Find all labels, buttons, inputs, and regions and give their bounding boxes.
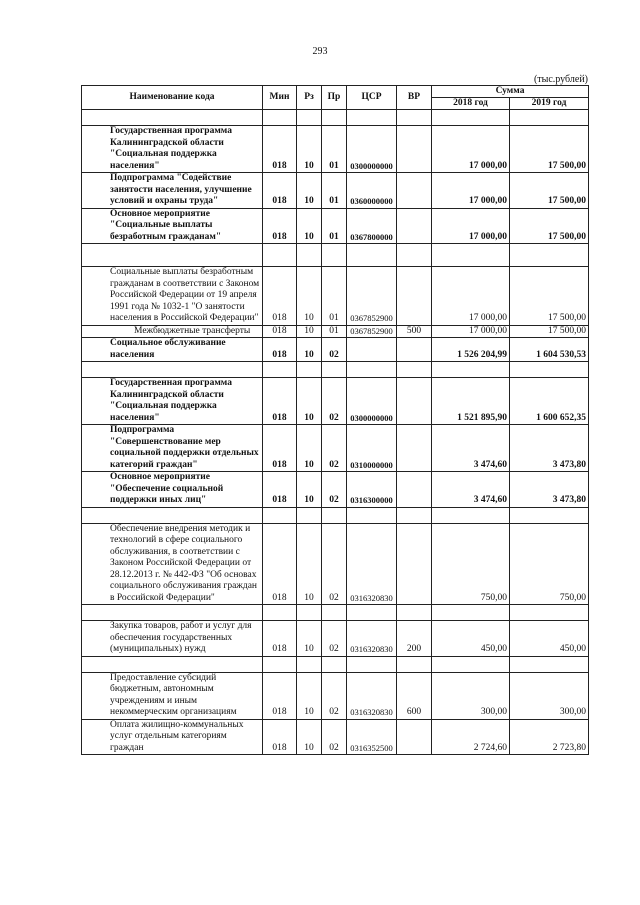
row-min: 018 bbox=[263, 173, 297, 209]
spacer-row bbox=[82, 656, 589, 672]
row-name: Государственная программа Калининградской области "Социальная поддержка населения" bbox=[110, 378, 232, 423]
row-name: Закупка товаров, работ и услуг для обеспечения государственных (муниципальных) нужд bbox=[110, 621, 252, 654]
row-sum-2019: 17 500,00 bbox=[510, 267, 589, 326]
header-pr: Пр bbox=[322, 86, 347, 110]
row-name: Подпрограмма "Совершенствование мер социальной поддержки отдельных категорий граждан" bbox=[110, 425, 259, 470]
table-row bbox=[82, 425, 589, 472]
row-pr: 02 bbox=[322, 425, 347, 472]
row-rz: 10 bbox=[297, 267, 322, 326]
table-row bbox=[82, 173, 589, 209]
row-name: Межбюджетные трансферты bbox=[134, 325, 251, 336]
row-pr: 02 bbox=[322, 621, 347, 657]
row-vr bbox=[397, 338, 432, 362]
row-pr: 02 bbox=[322, 338, 347, 362]
row-vr bbox=[397, 719, 432, 755]
row-name: Государственная программа Калининградской области "Социальная поддержка населения" bbox=[110, 126, 232, 171]
row-rz: 10 bbox=[297, 425, 322, 472]
row-rz: 10 bbox=[297, 719, 322, 755]
row-pr: 02 bbox=[322, 523, 347, 605]
spacer-row bbox=[82, 110, 589, 126]
row-csr: 0367852900 bbox=[347, 325, 397, 338]
row-name: Основное мероприятие "Обеспечение социальной поддержки иных лиц" bbox=[110, 472, 224, 505]
budget-table bbox=[81, 85, 589, 755]
row-min: 018 bbox=[263, 425, 297, 472]
header-rz: Рз bbox=[297, 86, 322, 110]
header-csr: ЦСР bbox=[347, 86, 397, 110]
row-csr: 0300000000 bbox=[347, 378, 397, 425]
row-csr: 0360000000 bbox=[347, 173, 397, 209]
row-rz: 10 bbox=[297, 208, 322, 244]
row-pr: 01 bbox=[322, 126, 347, 173]
row-name: Оплата жилищно-коммунальных услуг отдельным категориям граждан bbox=[110, 719, 244, 753]
row-csr: 0367800000 bbox=[347, 208, 397, 244]
row-rz: 10 bbox=[297, 126, 322, 173]
row-sum-2019: 3 473,80 bbox=[510, 472, 589, 508]
row-min: 018 bbox=[263, 267, 297, 326]
row-rz: 10 bbox=[297, 338, 322, 362]
row-sum-2019: 300,00 bbox=[510, 672, 589, 719]
row-sum-2018: 1 521 895,90 bbox=[432, 378, 510, 425]
row-sum-2019: 17 500,00 bbox=[510, 325, 589, 338]
spacer-row bbox=[82, 605, 589, 621]
row-vr bbox=[397, 472, 432, 508]
row-csr: 0367852900 bbox=[347, 267, 397, 326]
table-row bbox=[82, 621, 589, 657]
row-sum-2019: 1 600 652,35 bbox=[510, 378, 589, 425]
row-sum-2018: 1 526 204,99 bbox=[432, 338, 510, 362]
header-name: Наименование кода bbox=[82, 86, 263, 110]
row-sum-2018: 3 474,60 bbox=[432, 472, 510, 508]
table-row bbox=[82, 719, 589, 755]
table-row bbox=[82, 338, 589, 362]
spacer-row bbox=[82, 362, 589, 378]
table-row bbox=[82, 472, 589, 508]
row-sum-2019: 2 723,80 bbox=[510, 719, 589, 755]
row-name: Социальные выплаты безработным гражданам в соответствии с Законом Российской Федерации от 19 апреля 1991 года № 1032-1 "О занятости населения в Российской Федерации" bbox=[110, 267, 260, 323]
row-name: Подпрограмма "Содействие занятости населения, улучшение условий и охраны труда" bbox=[110, 173, 252, 206]
row-sum-2019: 1 604 530,53 bbox=[510, 338, 589, 362]
row-vr: 600 bbox=[397, 672, 432, 719]
row-rz: 10 bbox=[297, 621, 322, 657]
row-min: 018 bbox=[263, 325, 297, 338]
row-pr: 01 bbox=[322, 325, 347, 338]
row-csr: 0316352500 bbox=[347, 719, 397, 755]
row-pr: 02 bbox=[322, 472, 347, 508]
row-sum-2018: 17 000,00 bbox=[432, 173, 510, 209]
row-sum-2018: 300,00 bbox=[432, 672, 510, 719]
row-sum-2018: 17 000,00 bbox=[432, 208, 510, 244]
table-row bbox=[82, 378, 589, 425]
row-name: Социальное обслуживание населения bbox=[110, 338, 226, 360]
row-vr bbox=[397, 425, 432, 472]
row-min: 018 bbox=[263, 523, 297, 605]
row-min: 018 bbox=[263, 126, 297, 173]
header-min: Мин bbox=[263, 86, 297, 110]
row-pr: 02 bbox=[322, 378, 347, 425]
row-csr: 0316300000 bbox=[347, 472, 397, 508]
spacer-row bbox=[82, 507, 589, 523]
spacer-row bbox=[82, 244, 589, 267]
table-row bbox=[82, 325, 589, 338]
row-vr bbox=[397, 173, 432, 209]
row-min: 018 bbox=[263, 208, 297, 244]
table-row bbox=[82, 208, 589, 244]
header-2019: 2019 год bbox=[510, 98, 589, 110]
row-pr: 02 bbox=[322, 719, 347, 755]
row-name: Основное мероприятие "Социальные выплаты безработным гражданам" bbox=[110, 208, 222, 242]
row-min: 018 bbox=[263, 672, 297, 719]
row-sum-2019: 750,00 bbox=[510, 523, 589, 605]
row-vr bbox=[397, 126, 432, 173]
row-min: 018 bbox=[263, 621, 297, 657]
row-sum-2018: 17 000,00 bbox=[432, 267, 510, 326]
units-label: (тыс.рублей) bbox=[533, 74, 588, 85]
row-min: 018 bbox=[263, 378, 297, 425]
row-sum-2019: 17 500,00 bbox=[510, 208, 589, 244]
table-row bbox=[82, 267, 589, 326]
row-sum-2019: 17 500,00 bbox=[510, 173, 589, 209]
row-sum-2019: 17 500,00 bbox=[510, 126, 589, 173]
row-csr: 0300000000 bbox=[347, 126, 397, 173]
row-sum-2018: 750,00 bbox=[432, 523, 510, 605]
row-sum-2018: 17 000,00 bbox=[432, 325, 510, 338]
row-csr bbox=[347, 338, 397, 362]
row-sum-2019: 3 473,80 bbox=[510, 425, 589, 472]
row-name: Предоставление субсидий бюджетным, автономным учреждениям и иным некоммерческим организациям bbox=[110, 672, 237, 717]
row-rz: 10 bbox=[297, 325, 322, 338]
row-vr bbox=[397, 208, 432, 244]
table-row bbox=[82, 126, 589, 173]
row-csr: 0316320830 bbox=[347, 523, 397, 605]
row-sum-2019: 450,00 bbox=[510, 621, 589, 657]
row-vr: 500 bbox=[397, 325, 432, 338]
row-sum-2018: 2 724,60 bbox=[432, 719, 510, 755]
table-row bbox=[82, 523, 589, 605]
row-pr: 01 bbox=[322, 173, 347, 209]
row-min: 018 bbox=[263, 719, 297, 755]
row-min: 018 bbox=[263, 338, 297, 362]
row-rz: 10 bbox=[297, 472, 322, 508]
row-rz: 10 bbox=[297, 378, 322, 425]
row-rz: 10 bbox=[297, 173, 322, 209]
table-row bbox=[82, 672, 589, 719]
row-csr: 0310000000 bbox=[347, 425, 397, 472]
row-vr: 200 bbox=[397, 621, 432, 657]
row-csr: 0316320830 bbox=[347, 672, 397, 719]
row-pr: 01 bbox=[322, 208, 347, 244]
row-sum-2018: 450,00 bbox=[432, 621, 510, 657]
row-pr: 01 bbox=[322, 267, 347, 326]
row-csr: 0316320830 bbox=[347, 621, 397, 657]
row-name: Обеспечение внедрения методик и технологий в сфере социального обслуживания, в соответствии с Законом Российской Федерации от 28.12.2013 г. № 442-ФЗ "Об основах социального обслуживания граждан в Российской Федерации" bbox=[110, 523, 257, 603]
row-min: 018 bbox=[263, 472, 297, 508]
header-2018: 2018 год bbox=[432, 98, 510, 110]
row-vr bbox=[397, 523, 432, 605]
row-sum-2018: 17 000,00 bbox=[432, 126, 510, 173]
page-number: 293 bbox=[312, 46, 328, 57]
row-pr: 02 bbox=[322, 672, 347, 719]
row-sum-2018: 3 474,60 bbox=[432, 425, 510, 472]
row-rz: 10 bbox=[297, 672, 322, 719]
header-vr: ВР bbox=[397, 86, 432, 110]
table-header-row bbox=[82, 86, 589, 98]
row-vr bbox=[397, 378, 432, 425]
header-sum: Сумма bbox=[432, 86, 589, 98]
row-rz: 10 bbox=[297, 523, 322, 605]
row-vr bbox=[397, 267, 432, 326]
